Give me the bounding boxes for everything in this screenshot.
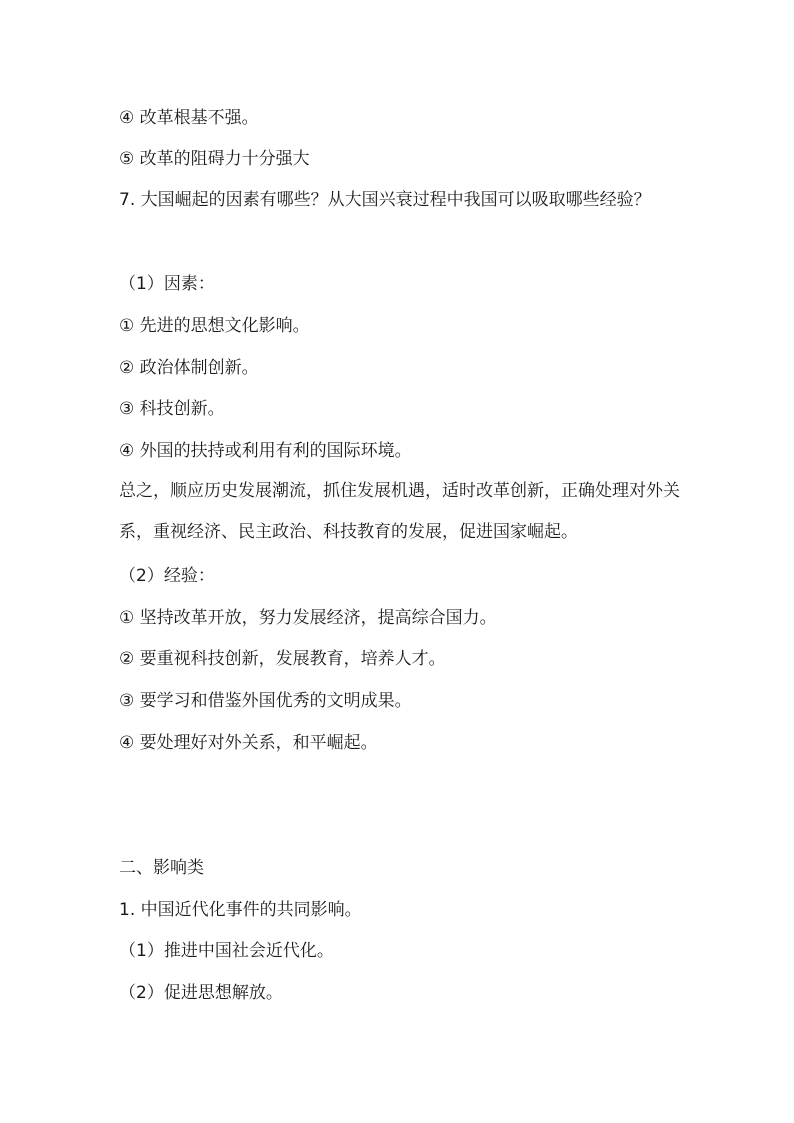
section-heading: 二、影响类	[119, 858, 204, 878]
list-item: ④ 要处理好对外关系，和平崛起。	[119, 733, 378, 753]
subheading: （2）经验：	[119, 566, 215, 586]
list-item: （1）推进中国社会近代化。	[119, 941, 334, 961]
list-item: ④ 改革根基不强。	[119, 108, 259, 128]
subheading: （1）因素：	[119, 274, 215, 294]
list-item: ③ 科技创新。	[119, 399, 225, 419]
list-item: ⑤ 改革的阻碍力十分强大	[119, 149, 310, 169]
list-item: ② 要重视科技创新，发展教育，培养人才。	[119, 649, 446, 669]
list-item: （2）促进思想解放。	[119, 983, 283, 1003]
question-text: 1. 中国近代化事件的共同影响。	[119, 900, 362, 920]
list-item: ② 政治体制创新。	[119, 358, 259, 378]
list-item: ① 坚持改革开放，努力发展经济，提高综合国力。	[119, 608, 497, 628]
question-text: 7. 大国崛起的因素有哪些？从大国兴衰过程中我国可以吸取哪些经验？	[119, 190, 651, 210]
list-item: ③ 要学习和借鉴外国优秀的文明成果。	[119, 691, 412, 711]
list-item: ④ 外国的扶持或利用有利的国际环境。	[119, 441, 412, 461]
list-item: ① 先进的思想文化影响。	[119, 316, 310, 336]
summary-paragraph: 总之，顺应历史发展潮流，抓住发展机遇，适时改革创新，正确处理对外关系，重视经济、民主政治、科技教育的发展，促进国家崛起。	[119, 481, 680, 542]
